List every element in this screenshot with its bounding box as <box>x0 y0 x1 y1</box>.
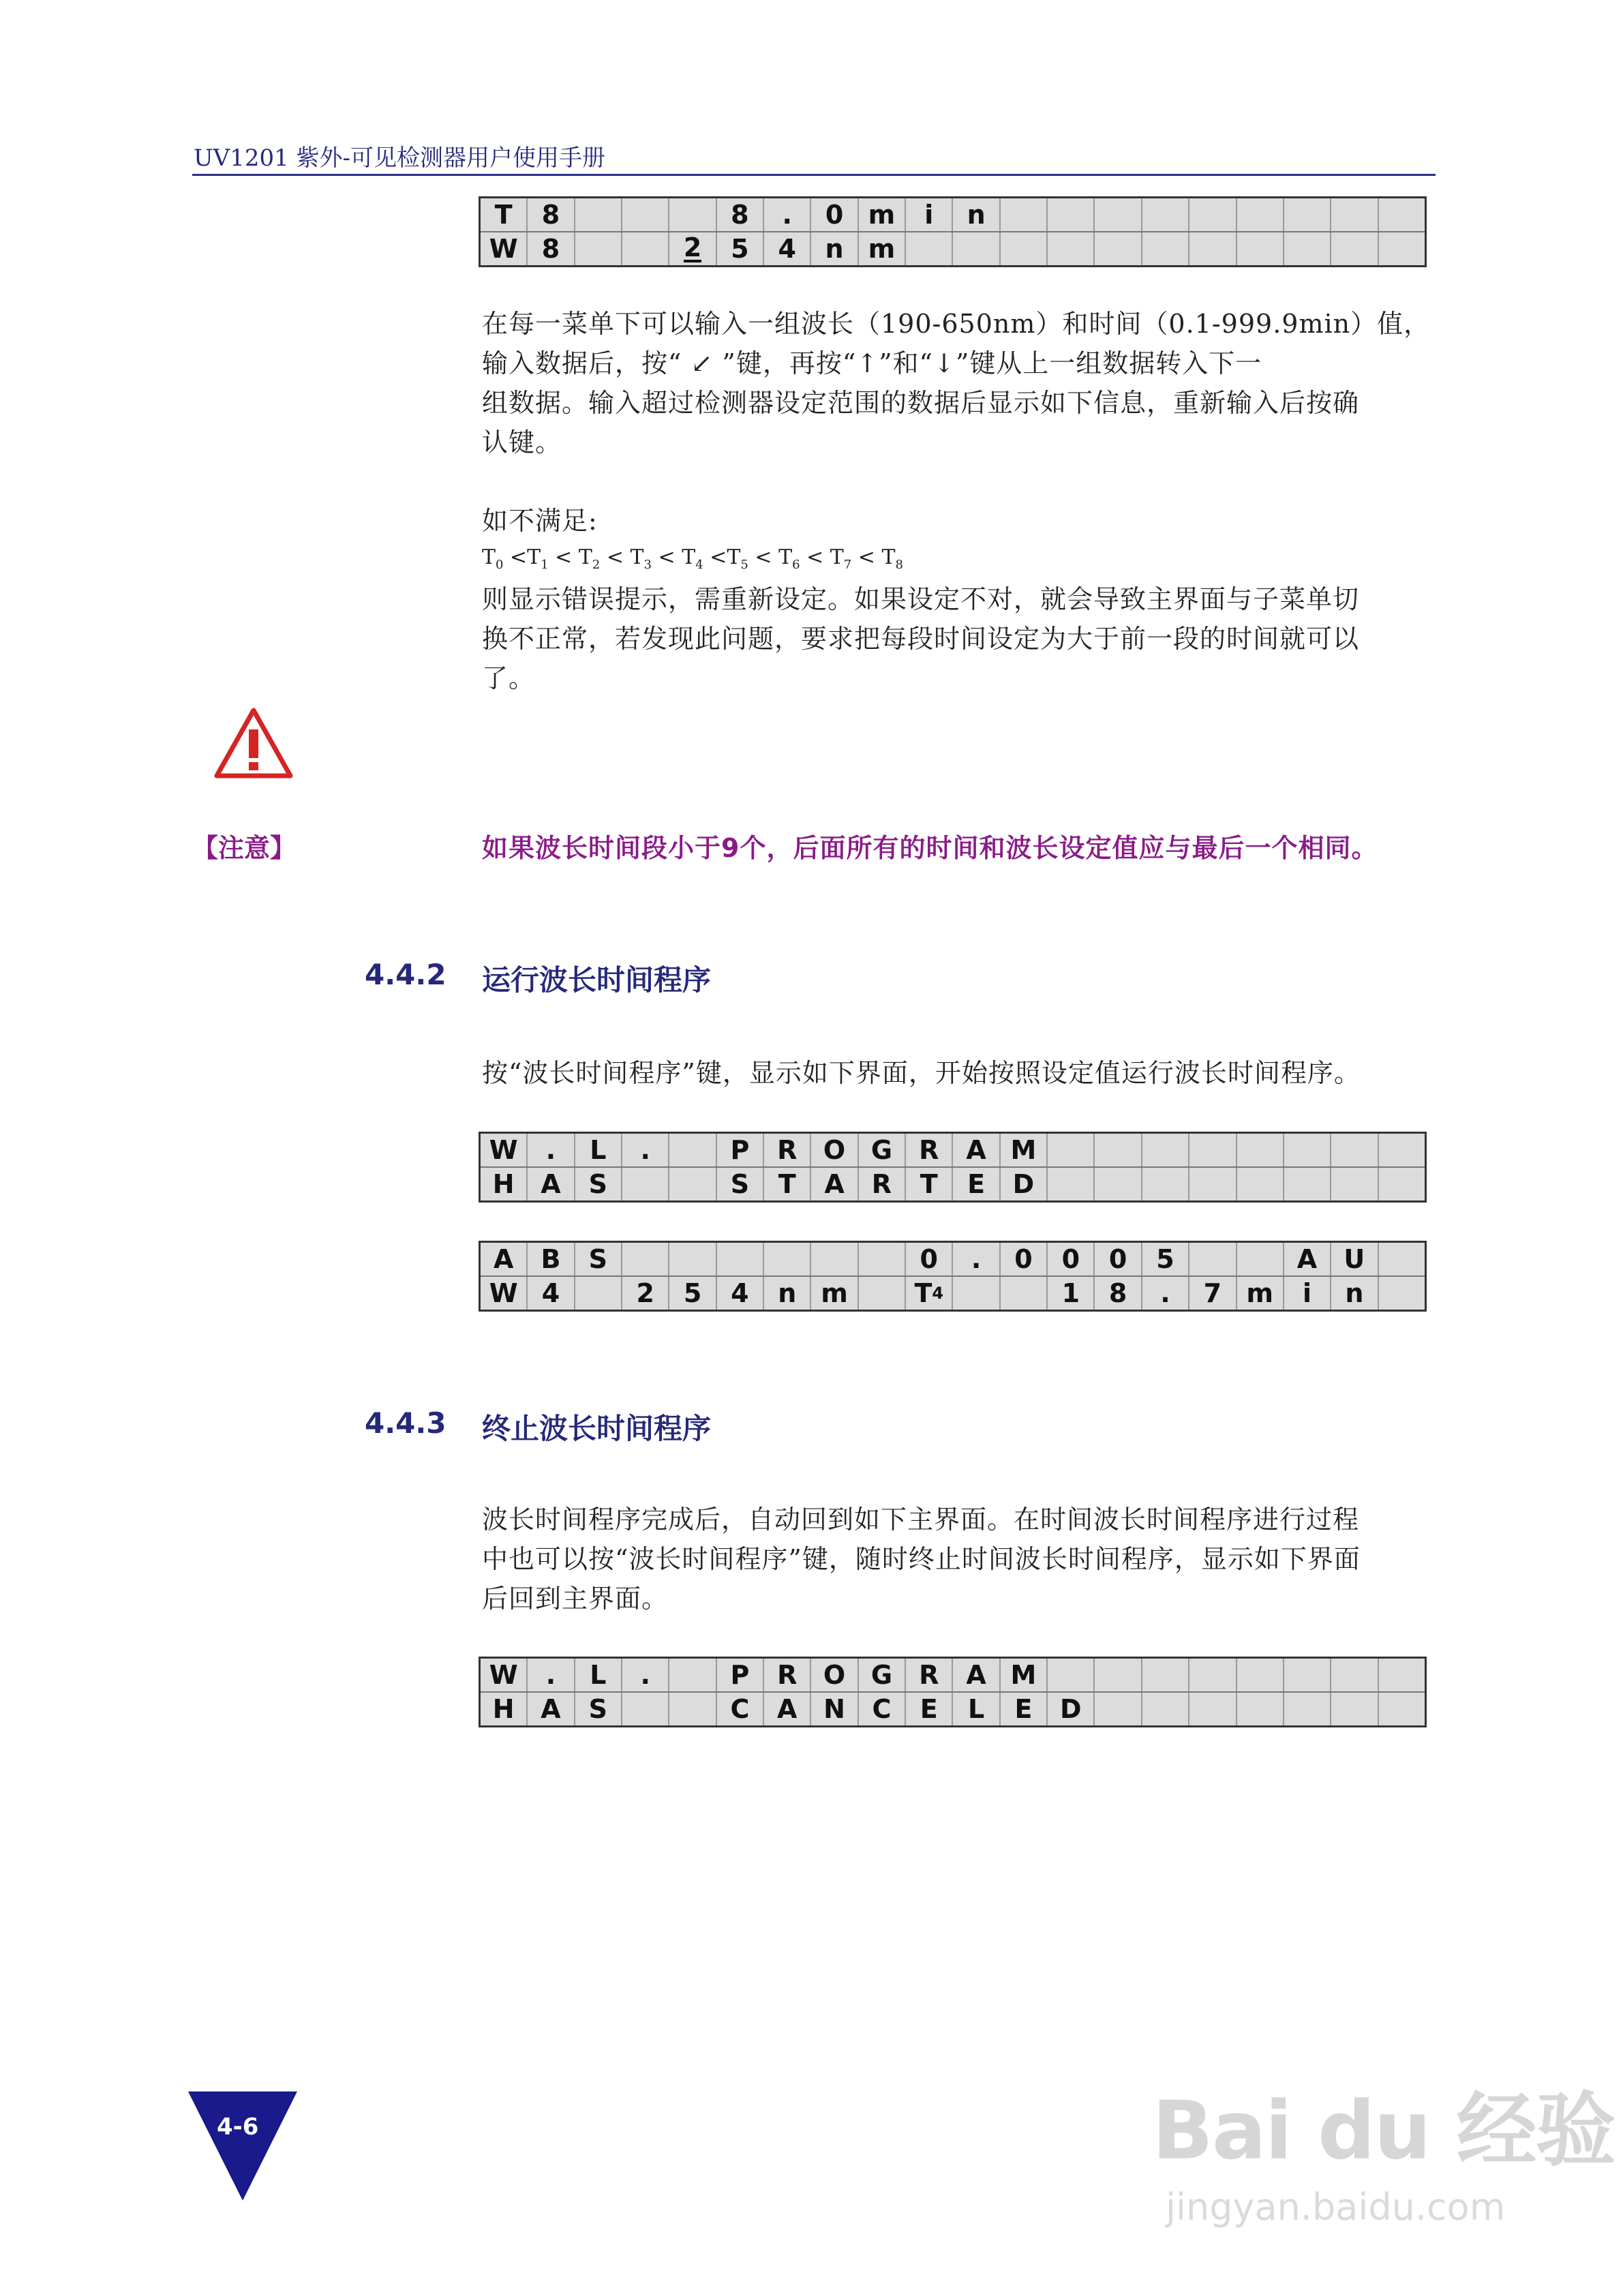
lcd-cell <box>763 1243 810 1275</box>
lcd-cell: R <box>763 1659 810 1691</box>
header-title: UV1201 紫外-可见检测器用户使用手册 <box>194 145 606 172</box>
lcd-cell <box>574 1277 621 1310</box>
header-rule <box>192 174 1436 176</box>
lcd-cell: 0 <box>810 198 857 231</box>
lcd-cell <box>1283 1134 1330 1166</box>
lcd-cell: S <box>574 1168 621 1200</box>
lcd-cell: . <box>526 1659 573 1691</box>
lcd-cell: C <box>858 1693 905 1725</box>
lcd-cell: n <box>952 198 999 231</box>
lcd-cell: H <box>492 1169 515 1199</box>
lcd-cell <box>999 1277 1046 1310</box>
lcd-cell: E <box>999 1693 1046 1725</box>
lcd-cell <box>621 1168 668 1200</box>
lcd-cell <box>668 198 715 231</box>
lcd-cell: R <box>905 1659 952 1691</box>
lcd-cell: n <box>1330 1277 1377 1310</box>
lcd-cell: L <box>574 1659 621 1691</box>
text-line: 波长时间程序完成后，自动回到如下主界面。在时间波长时间程序进行过程 <box>482 1505 1360 1535</box>
lcd-cell: 5 <box>716 232 763 265</box>
lcd-cell: 0 <box>1046 1243 1093 1275</box>
lcd-cell: 4 <box>763 232 810 265</box>
lcd-cell <box>1141 1693 1188 1725</box>
lcd-cell: n <box>810 232 857 265</box>
note-text: 如果波长时间段小于9个，后面所有的时间和波长设定值应与最后一个相同。 <box>482 833 1378 863</box>
lcd-cell: C <box>716 1693 763 1725</box>
text-line: 认键。 <box>482 427 562 457</box>
lcd-cell <box>621 1693 668 1725</box>
lcd-cell <box>1188 198 1235 231</box>
lcd-cell <box>1188 1168 1235 1200</box>
note-label: 【注意】 <box>192 833 297 863</box>
lcd-cell: T 4 <box>905 1277 952 1310</box>
lcd-cell <box>905 232 952 265</box>
section-number: 4.4.3 <box>365 1406 446 1440</box>
lcd-cell <box>1283 1659 1330 1691</box>
lcd-cell <box>1141 1134 1188 1166</box>
lcd-cell: S <box>574 1693 621 1725</box>
watermark-url: jingyan.baidu.com <box>1166 2186 1506 2229</box>
lcd-cell: W <box>489 1278 518 1308</box>
lcd-cell: H <box>492 1694 515 1724</box>
lcd-cell <box>1330 1134 1377 1166</box>
lcd-cell: A <box>526 1168 573 1200</box>
lcd-cell: T <box>905 1168 952 1200</box>
lcd-cell: P <box>716 1134 763 1166</box>
section-number: 4.4.2 <box>365 958 446 991</box>
text-line: 组数据。输入超过检测器设定范围的数据后显示如下信息，重新输入后按确 <box>482 388 1360 418</box>
text-line: 输入数据后，按“ ↙ ”键，再按“↑”和“↓”键从上一组数据转入下一 <box>482 348 1262 378</box>
lcd-cell: 5 <box>1141 1243 1188 1275</box>
lcd-cell: T <box>763 1168 810 1200</box>
condition-paragraph <box>482 579 1436 698</box>
lcd-row <box>481 1691 1425 1725</box>
lcd-cell: . <box>763 198 810 231</box>
lcd-cell <box>1283 232 1330 265</box>
lcd-cell <box>574 232 621 265</box>
section-paragraph <box>482 1500 1436 1618</box>
lcd-cell <box>810 1243 857 1275</box>
lcd-cell: M <box>999 1659 1046 1691</box>
lcd-cell <box>1188 1243 1235 1275</box>
lcd-cell <box>1093 1693 1140 1725</box>
watermark-brand: Bai du 经验 <box>1152 2083 1615 2177</box>
lcd-display-status <box>479 1241 1427 1312</box>
lcd-cell: 2 <box>668 232 715 265</box>
lcd-cell: S <box>716 1168 763 1200</box>
lcd-cell: 8 <box>526 198 573 231</box>
lcd-cell <box>1378 198 1425 231</box>
lcd-cell: 8 <box>526 232 573 265</box>
lcd-cell: A <box>526 1693 573 1725</box>
lcd-cell: 8 <box>716 198 763 231</box>
section-title: 终止波长时间程序 <box>482 1412 712 1445</box>
lcd-cell <box>668 1134 715 1166</box>
lcd-cell: m <box>1236 1277 1283 1310</box>
lcd-cell: 1 <box>1046 1277 1093 1310</box>
lcd-cell: . <box>526 1134 573 1166</box>
lcd-cell <box>1283 1168 1330 1200</box>
lcd-cell <box>999 198 1046 231</box>
lcd-cell: O <box>810 1134 857 1166</box>
text-line: 则显示错误提示，需重新设定。如果设定不对，就会导致主界面与子菜单切 <box>482 584 1360 614</box>
lcd-cell: 2 <box>621 1277 668 1310</box>
lcd-cell <box>1330 198 1377 231</box>
lcd-cell: . <box>952 1243 999 1275</box>
lcd-cell <box>1236 1134 1283 1166</box>
lcd-cell: 4 <box>716 1277 763 1310</box>
lcd-cell <box>668 1693 715 1725</box>
lcd-cell <box>1236 232 1283 265</box>
lcd-row <box>481 1243 1425 1275</box>
lcd-cell <box>1236 1168 1283 1200</box>
lcd-cell: R <box>763 1134 810 1166</box>
text-line: 了。 <box>482 663 536 693</box>
section-text: 按“波长时间程序”键，显示如下界面，开始按照设定值运行波长时间程序。 <box>482 1058 1361 1088</box>
lcd-cell <box>1330 1693 1377 1725</box>
lcd-cell <box>1093 1134 1140 1166</box>
lcd-cell <box>1093 198 1140 231</box>
lcd-cell <box>1378 1277 1425 1310</box>
lcd-display-started <box>479 1132 1427 1203</box>
lcd-row <box>481 1275 1425 1310</box>
lcd-cell <box>1093 232 1140 265</box>
watermark <box>1152 2066 1615 2229</box>
lcd-cell: 0 <box>905 1243 952 1275</box>
lcd-cell <box>1378 232 1425 265</box>
lcd-cell <box>1141 232 1188 265</box>
lcd-cell <box>668 1168 715 1200</box>
lcd-row <box>481 198 1425 231</box>
lcd-cell: 8 <box>1093 1277 1140 1310</box>
lcd-cell: A <box>952 1134 999 1166</box>
lcd-cell <box>1141 1659 1188 1691</box>
time-inequality: $T_0 <T_1 < T_2 < T_3 < T_4 <T_5 < T_6 < T_7 < T_8$ <box>482 545 903 572</box>
lcd-cell <box>1378 1693 1425 1725</box>
lcd-cell: . <box>621 1659 668 1691</box>
lcd-cell: A <box>952 1659 999 1691</box>
lcd-cell: G <box>858 1134 905 1166</box>
lcd-cell <box>574 198 621 231</box>
lcd-cell: L <box>574 1134 621 1166</box>
page-number: 4-6 <box>217 2113 259 2141</box>
text-line: 换不正常，若发现此问题，要求把每段时间设定为大于前一段的时间就可以 <box>482 624 1360 654</box>
lcd-cell: i <box>1283 1277 1330 1310</box>
lcd-cell: D <box>999 1168 1046 1200</box>
lcd-cell <box>1093 1659 1140 1691</box>
lcd-cell <box>1188 1659 1235 1691</box>
lcd-display-canceled <box>479 1657 1427 1727</box>
lcd-cell: 0 <box>1093 1243 1140 1275</box>
lcd-cell: 5 <box>668 1277 715 1310</box>
lcd-cell <box>952 1277 999 1310</box>
lcd-row <box>481 231 1425 265</box>
lcd-cell <box>1093 1168 1140 1200</box>
lcd-cell <box>1188 1134 1235 1166</box>
lcd-cell <box>1330 1659 1377 1691</box>
page-marker-triangle-icon <box>188 2091 297 2203</box>
text-line: 后回到主界面。 <box>482 1584 669 1614</box>
lcd-cell: n <box>763 1277 810 1310</box>
lcd-cell <box>1188 1693 1235 1725</box>
lcd-cell: W <box>489 1660 518 1690</box>
lcd-cell <box>1141 1168 1188 1200</box>
lcd-cell: G <box>858 1659 905 1691</box>
lcd-cell: 4 <box>526 1277 573 1310</box>
lcd-cell: R <box>858 1168 905 1200</box>
lcd-cell <box>1283 1693 1330 1725</box>
lcd-cell: i <box>905 198 952 231</box>
lcd-cell: A <box>810 1168 857 1200</box>
lcd-cell <box>1046 1659 1093 1691</box>
lcd-cell: E <box>905 1693 952 1725</box>
condition-title: 如不满足: <box>482 506 598 536</box>
lcd-cell <box>1188 232 1235 265</box>
lcd-cell: W <box>489 1135 518 1165</box>
lcd-row <box>481 1659 1425 1691</box>
lcd-cell: A <box>1283 1243 1330 1275</box>
lcd-cell <box>621 232 668 265</box>
lcd-row <box>481 1166 1425 1200</box>
lcd-cell <box>1330 1168 1377 1200</box>
lcd-cell: L <box>952 1693 999 1725</box>
lcd-cell: . <box>621 1134 668 1166</box>
lcd-cell: m <box>858 198 905 231</box>
lcd-cell <box>1046 1168 1093 1200</box>
lcd-cell <box>1236 1693 1283 1725</box>
lcd-cell: U <box>1330 1243 1377 1275</box>
lcd-cell: A <box>763 1693 810 1725</box>
lcd-cell <box>999 232 1046 265</box>
lcd-cell <box>1330 232 1377 265</box>
lcd-cell <box>1236 198 1283 231</box>
lcd-cell: T <box>494 200 513 230</box>
lcd-cell <box>1283 198 1330 231</box>
lcd-cell <box>668 1659 715 1691</box>
lcd-cell <box>621 198 668 231</box>
lcd-cell: P <box>716 1659 763 1691</box>
lcd-display-top <box>479 196 1427 267</box>
lcd-cell <box>858 1243 905 1275</box>
lcd-cell: R <box>905 1134 952 1166</box>
lcd-cell: m <box>858 232 905 265</box>
lcd-cell <box>621 1243 668 1275</box>
warning-triangle-icon <box>213 706 294 783</box>
lcd-row <box>481 1134 1425 1166</box>
lcd-cell: 7 <box>1188 1277 1235 1310</box>
lcd-cell <box>1378 1243 1425 1275</box>
lcd-cell: A <box>493 1244 514 1274</box>
lcd-cell <box>858 1277 905 1310</box>
lcd-cell <box>1378 1134 1425 1166</box>
lcd-cell <box>1046 1134 1093 1166</box>
lcd-cell <box>1236 1243 1283 1275</box>
lcd-cell: 0 <box>999 1243 1046 1275</box>
intro-paragraph <box>482 304 1436 462</box>
lcd-cell <box>1378 1168 1425 1200</box>
lcd-cell <box>1046 232 1093 265</box>
lcd-cell: E <box>952 1168 999 1200</box>
lcd-cell <box>668 1243 715 1275</box>
lcd-cell: W <box>489 234 518 264</box>
lcd-cell <box>1236 1659 1283 1691</box>
lcd-cell <box>952 232 999 265</box>
text-line: 在每一菜单下可以输入一组波长（190-650nm）和时间（0.1-999.9min）值， <box>482 309 1431 339</box>
lcd-cell: S <box>574 1243 621 1275</box>
lcd-cell: . <box>1141 1277 1188 1310</box>
section-title: 运行波长时间程序 <box>482 963 712 997</box>
lcd-cell: m <box>810 1277 857 1310</box>
lcd-cell: D <box>1046 1693 1093 1725</box>
lcd-cell: N <box>810 1693 857 1725</box>
lcd-cell: O <box>810 1659 857 1691</box>
lcd-cell <box>716 1243 763 1275</box>
lcd-cell: M <box>999 1134 1046 1166</box>
lcd-cell <box>1378 1659 1425 1691</box>
lcd-cell: B <box>526 1243 573 1275</box>
lcd-cell <box>1046 198 1093 231</box>
lcd-cell <box>1141 198 1188 231</box>
text-line: 中也可以按“波长时间程序”键，随时终止时间波长时间程序，显示如下界面 <box>482 1544 1361 1574</box>
